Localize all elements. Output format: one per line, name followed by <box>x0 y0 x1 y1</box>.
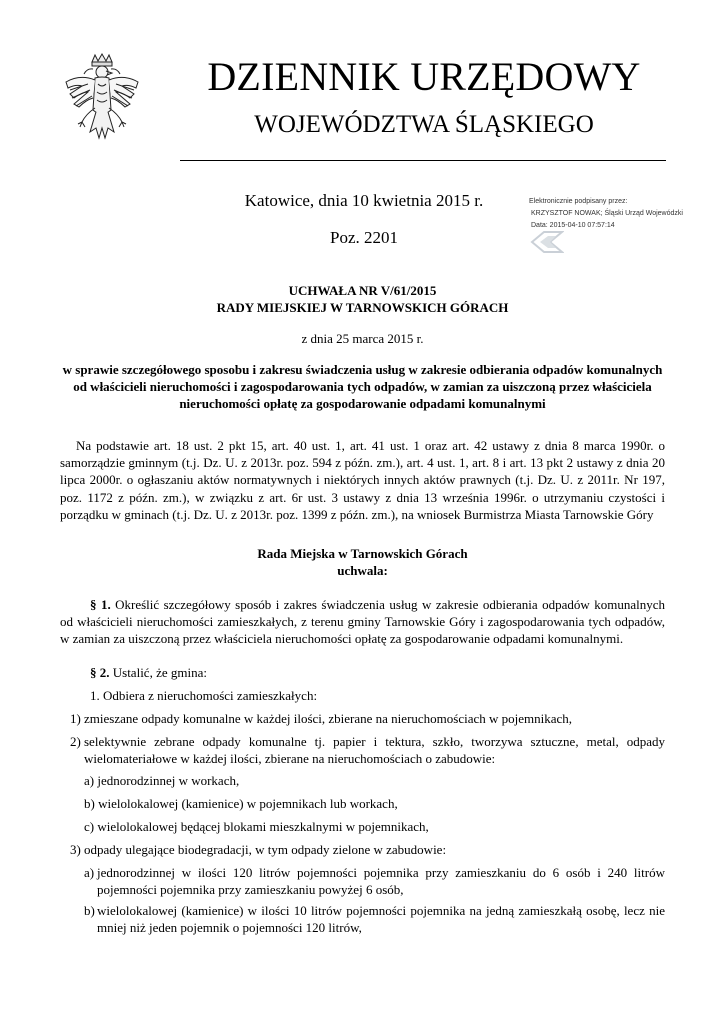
list-item-3b <box>84 902 665 936</box>
list-item-3a-marker: a) <box>84 865 95 880</box>
act-date: z dnia 25 marca 2015 r. <box>301 331 424 346</box>
section-2-mark: § 2. <box>90 665 110 680</box>
list-item-3a <box>84 864 665 898</box>
list-item-3-text: odpady ulegające biodegradacji, w tym odpady zielone w zabudowie: <box>84 842 447 857</box>
position-number: Poz. 2201 <box>330 228 398 247</box>
masthead-divider <box>180 160 666 161</box>
masthead-title: DZIENNIK URZĘDOWY <box>207 54 641 99</box>
eagle-emblem-icon <box>62 52 142 152</box>
list-item-3-marker: 3) <box>70 842 81 857</box>
section-2-point-1: 1. Odbiera z nieruchomości zamieszkałych: <box>90 688 318 703</box>
list-item-3 <box>70 841 665 858</box>
list-item-2-marker: 2) <box>70 734 81 749</box>
list-item-2b: b) wielolokalowej (kamienice) w pojemnikach lub workach, <box>84 796 398 811</box>
council-resolves-verb: uchwala: <box>337 563 388 578</box>
list-item-1-text: zmieszane odpady komunalne w każdej ilości, zbierane na nieruchomościach w pojemnikach, <box>84 711 573 726</box>
list-item-2c: c) wielolokalowej będącej blokami mieszkalnymi w pojemnikach, <box>84 819 429 834</box>
list-item-1-marker: 1) <box>70 711 81 726</box>
list-item-2a: a) jednorodzinnej w workach, <box>84 773 240 788</box>
section-2-text: Ustalić, że gmina: <box>112 665 207 680</box>
signature-date: Data: 2015-04-10 07:57:14 <box>531 222 615 229</box>
section-1-mark: § 1. <box>90 597 111 612</box>
act-title-issuer: RADY MIEJSKIEJ W TARNOWSKICH GÓRACH <box>216 300 509 315</box>
legal-basis-preamble: Na podstawie art. 18 ust. 2 pkt 15, art. 40 ust. 1, art. 41 ust. 1 oraz art. 42 ustawy z dnia 8 marca 1990r. o samorządzie gminnym (t.j. Dz. U. z 2013r. poz. 594 z późn. zm.), art. 4 ust. 1, art. 8 i art. 13 pkt 2 ustawy z dnia 20 lipca 2000r. o ogłaszaniu aktów normatywnych i niektórych innych aktów prawnych (t.j. Dz. U. z 2011r. Nr 197, poz. 1172 z późn. zm.), w związku z art. 6r ust. 3 ustawy z dnia 13 września 1996r. o utrzymaniu czystości i porządku w gminach (t.j. Dz. U. z 2013r. poz. 1399 z późn. zm.), na wniosek Burmistrza Miasta Tarnowskie Góry <box>60 438 665 522</box>
act-subject: w sprawie szczegółowego sposobu i zakresu świadczenia usług w zakresie odbierania odpadów komunalnych od właścicieli nieruchomości i zagospodarowania tych odpadów, w zamian za uiszczoną przez właściciela nieruchomości opłatę za gospodarowanie odpadami komunalnymi <box>62 362 663 411</box>
section-1 <box>60 596 665 648</box>
signature-label: Elektronicznie podpisany przez: <box>529 198 628 205</box>
list-item-2 <box>70 733 665 767</box>
council-resolves <box>60 545 665 579</box>
list-item-3b-marker: b) <box>84 903 95 918</box>
electronic-signature <box>526 196 686 232</box>
list-item-1 <box>70 710 665 727</box>
act-title-number: UCHWAŁA NR V/61/2015 <box>288 283 437 298</box>
section-2 <box>60 664 665 681</box>
signature-signer: KRZYSZTOF NOWAK; Śląski Urząd Wojewódzki <box>531 210 683 217</box>
list-item-3a-text: jednorodzinnej w ilości 120 litrów pojemności pojemnika przy zamieszkaniu do 6 osób i 240 litrów pojemności pojemnika przy zamieszkaniu powyżej 6 osób, <box>97 865 665 898</box>
list-item-2-text: selektywnie zebrane odpady komunalne tj. papier i tektura, szkło, tworzywa sztuczne, metal, odpady wielomateriałowe w każdej ilości, zbierane na nieruchomościach o zabudowie: <box>84 734 665 767</box>
act-title <box>60 282 665 316</box>
masthead-subtitle: WOJEWÓDZTWA ŚLĄSKIEGO <box>254 111 594 138</box>
list-item-3b-text: wielolokalowej (kamienice) w ilości 10 litrów pojemności pojemnika na jedną zamieszkałą osobę, lecz nie mniej niż jeden pojemnik o pojemności 120 litrów, <box>97 903 665 936</box>
section-1-text: Określić szczegółowy sposób i zakres świadczenia usług w zakresie odbierania odpadów komunalnych od właścicieli nieruchomości zamieszkałych, z terenu gminy Tarnowskie Góry i zagospodarowania tych odpadów, w zamian za uiszczoną przez właściciela nieruchomości opłatę za gospodarowanie odpadami komunalnymi. <box>60 597 665 647</box>
council-name: Rada Miejska w Tarnowskich Górach <box>257 546 468 561</box>
signature-seal-icon <box>530 230 564 254</box>
publication-dateline: Katowice, dnia 10 kwietnia 2015 r. <box>244 191 484 210</box>
